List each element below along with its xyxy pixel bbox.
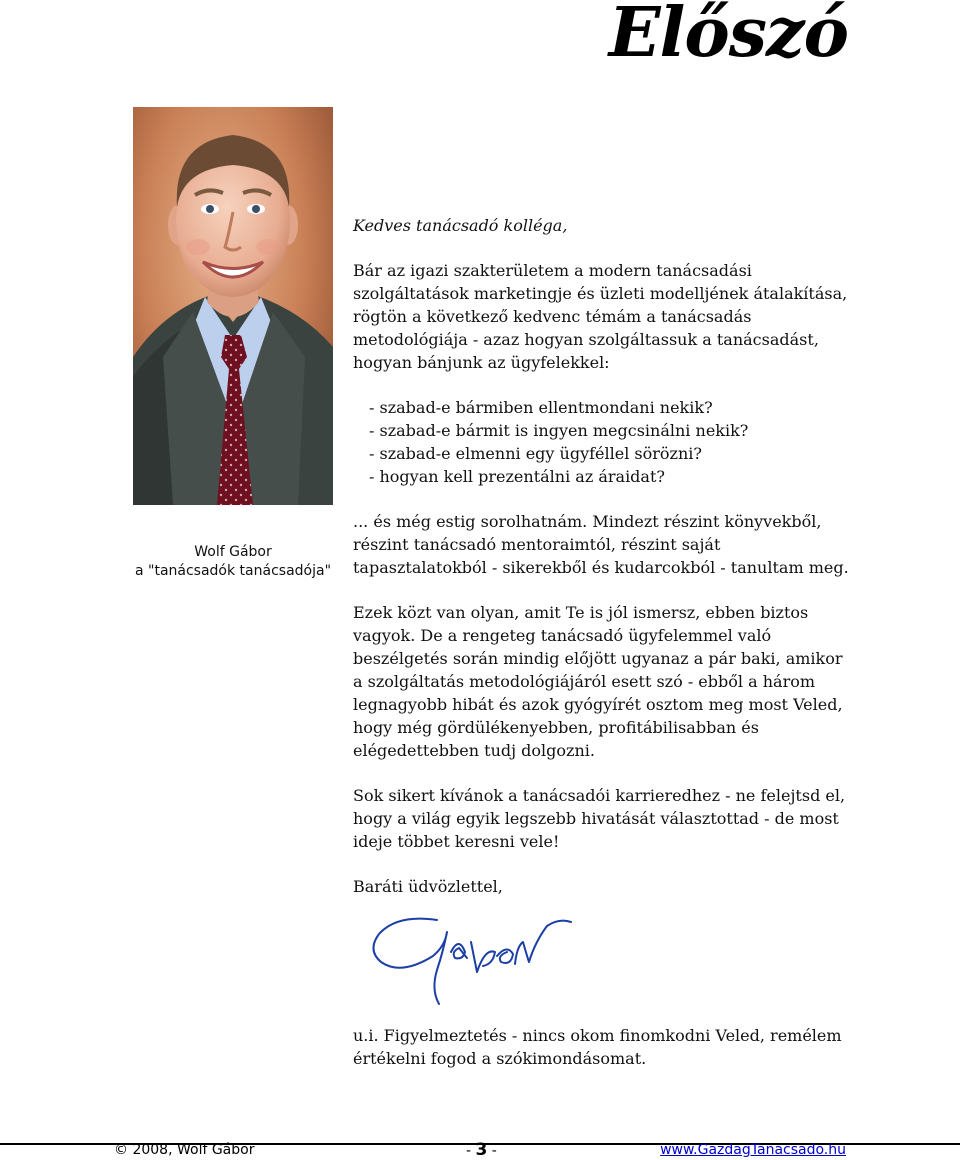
- closing: Baráti üdvözlettel,: [353, 877, 503, 896]
- website-link[interactable]: www.GazdagTanacsado.hu: [660, 1142, 846, 1158]
- author-caption: [133, 543, 333, 581]
- page-number-value: 3: [475, 1140, 488, 1160]
- page-title: Előszó: [608, 0, 848, 73]
- paragraph-3: Ezek közt van olyan, amit Te is jól ismersz, ebben biztos vagyok. De a rengeteg tanácsadó ügyfelemmel való beszélgetés során mindig előjött ugyanaz a pár baki, amikor a szolgáltatás metodológiájáról esett szó - ebből a három legnagyobb hibát és azok gyógyírét osztom meg most Veled, hogy még gördülékenyebben, profitábilisabban és elégedettebben tudj dolgozni.: [353, 603, 843, 760]
- portrait-photo-icon: [133, 107, 333, 505]
- letter-body: [353, 214, 853, 1070]
- page-number: - 3 -: [466, 1140, 497, 1160]
- question-list: [369, 396, 853, 488]
- paragraph-2: ... és még estig sorolhatnám. Mindezt részint könyvekből, részint tanácsadó mentoraimtól, részint saját tapasztalatokból - sikerekből és kudarcokból - tanultam meg.: [353, 512, 849, 577]
- postscript: u.i. Figyelmeztetés - nincs okom finomkodni Veled, remélem értékelni fogod a szókimondásomat.: [353, 1026, 842, 1068]
- copyright: © 2008, Wolf Gábor: [114, 1142, 255, 1158]
- list-item: - szabad-e bármit is ingyen megcsinálni nekik?: [369, 421, 749, 440]
- author-name: Wolf Gábor: [194, 544, 272, 560]
- greeting: Kedves tanácsadó kolléga,: [353, 216, 568, 235]
- intro-paragraph: Bár az igazi szakterületem a modern tanácsadási szolgáltatások marketingje és üzleti modelljének átalakítása, rögtön a következő kedvenc témám a tanácsadás metodológiája - azaz hogyan szolgáltassuk a tanácsadást, hogyan bánjunk az ügyfelekkel:: [353, 261, 848, 372]
- list-item: - szabad-e bármiben ellentmondani nekik?: [369, 398, 713, 417]
- author-role: a "tanácsadók tanácsadója": [134, 563, 332, 579]
- list-item: - hogyan kell prezentálni az áraidat?: [369, 467, 665, 486]
- list-item: - szabad-e elmenni egy ügyféllel sörözni?: [369, 444, 702, 463]
- paragraph-4: Sok sikert kívánok a tanácsadói karrieredhez - ne felejtsd el, hogy a világ egyik legszebb hivatását választottad - de most ideje többet keresni vele!: [353, 786, 846, 851]
- handwritten-signature-icon: [367, 912, 577, 1012]
- author-photo: [133, 107, 333, 505]
- page-footer: [0, 1142, 960, 1159]
